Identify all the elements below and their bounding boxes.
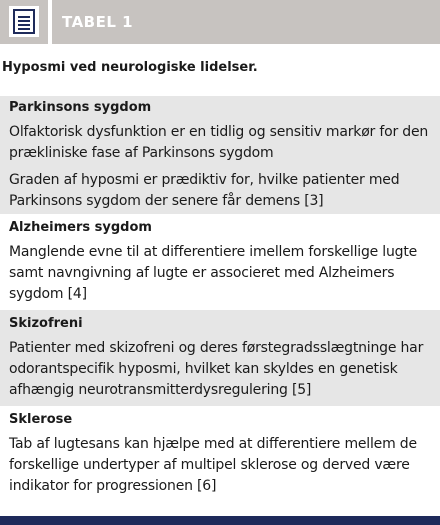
section-paragraph: Manglende evne til at differentiere imellem forskellige lugte samt navngivning af lugte er associeret med Alzheimers sygdom [4] bbox=[9, 244, 418, 302]
document-icon bbox=[9, 6, 39, 37]
section-paragraph: Olfaktorisk dysfunktion er en tidlig og sensitiv markør for den prækliniske fase af Parkinsons sygdom bbox=[9, 124, 429, 161]
section-title: Sklerose bbox=[9, 412, 73, 427]
section-paragraph: Graden af hyposmi er prædiktiv for, hvilke patienter med Parkinsons sygdom der senere får demens [3] bbox=[9, 172, 400, 209]
section-title: Parkinsons sygdom bbox=[9, 100, 152, 115]
section-parkinsons bbox=[0, 96, 440, 214]
section-alzheimers bbox=[0, 214, 440, 310]
section-sklerose bbox=[0, 406, 440, 510]
section-title: Alzheimers sygdom bbox=[9, 220, 152, 235]
table-title: TABEL 1 bbox=[62, 13, 134, 31]
table-header bbox=[0, 0, 440, 44]
section-skizofreni bbox=[0, 310, 440, 406]
table-caption: Hyposmi ved neurologiske lidelser. bbox=[2, 60, 258, 75]
section-paragraph: Patienter med skizofreni og deres førstegradsslægtninge har odorantspecifik hyposmi, hvilket kan skyldes en genetisk afhængig neurotransmitterdysregulering [5] bbox=[9, 340, 424, 398]
section-paragraph: Tab af lugtesans kan hjælpe med at differentiere mellem de forskellige undertyper af multipel sklerose og derved være indikator for progressionen [6] bbox=[9, 436, 417, 494]
header-divider bbox=[48, 0, 52, 44]
section-title: Skizofreni bbox=[9, 316, 83, 331]
bottom-accent-bar bbox=[0, 516, 440, 525]
